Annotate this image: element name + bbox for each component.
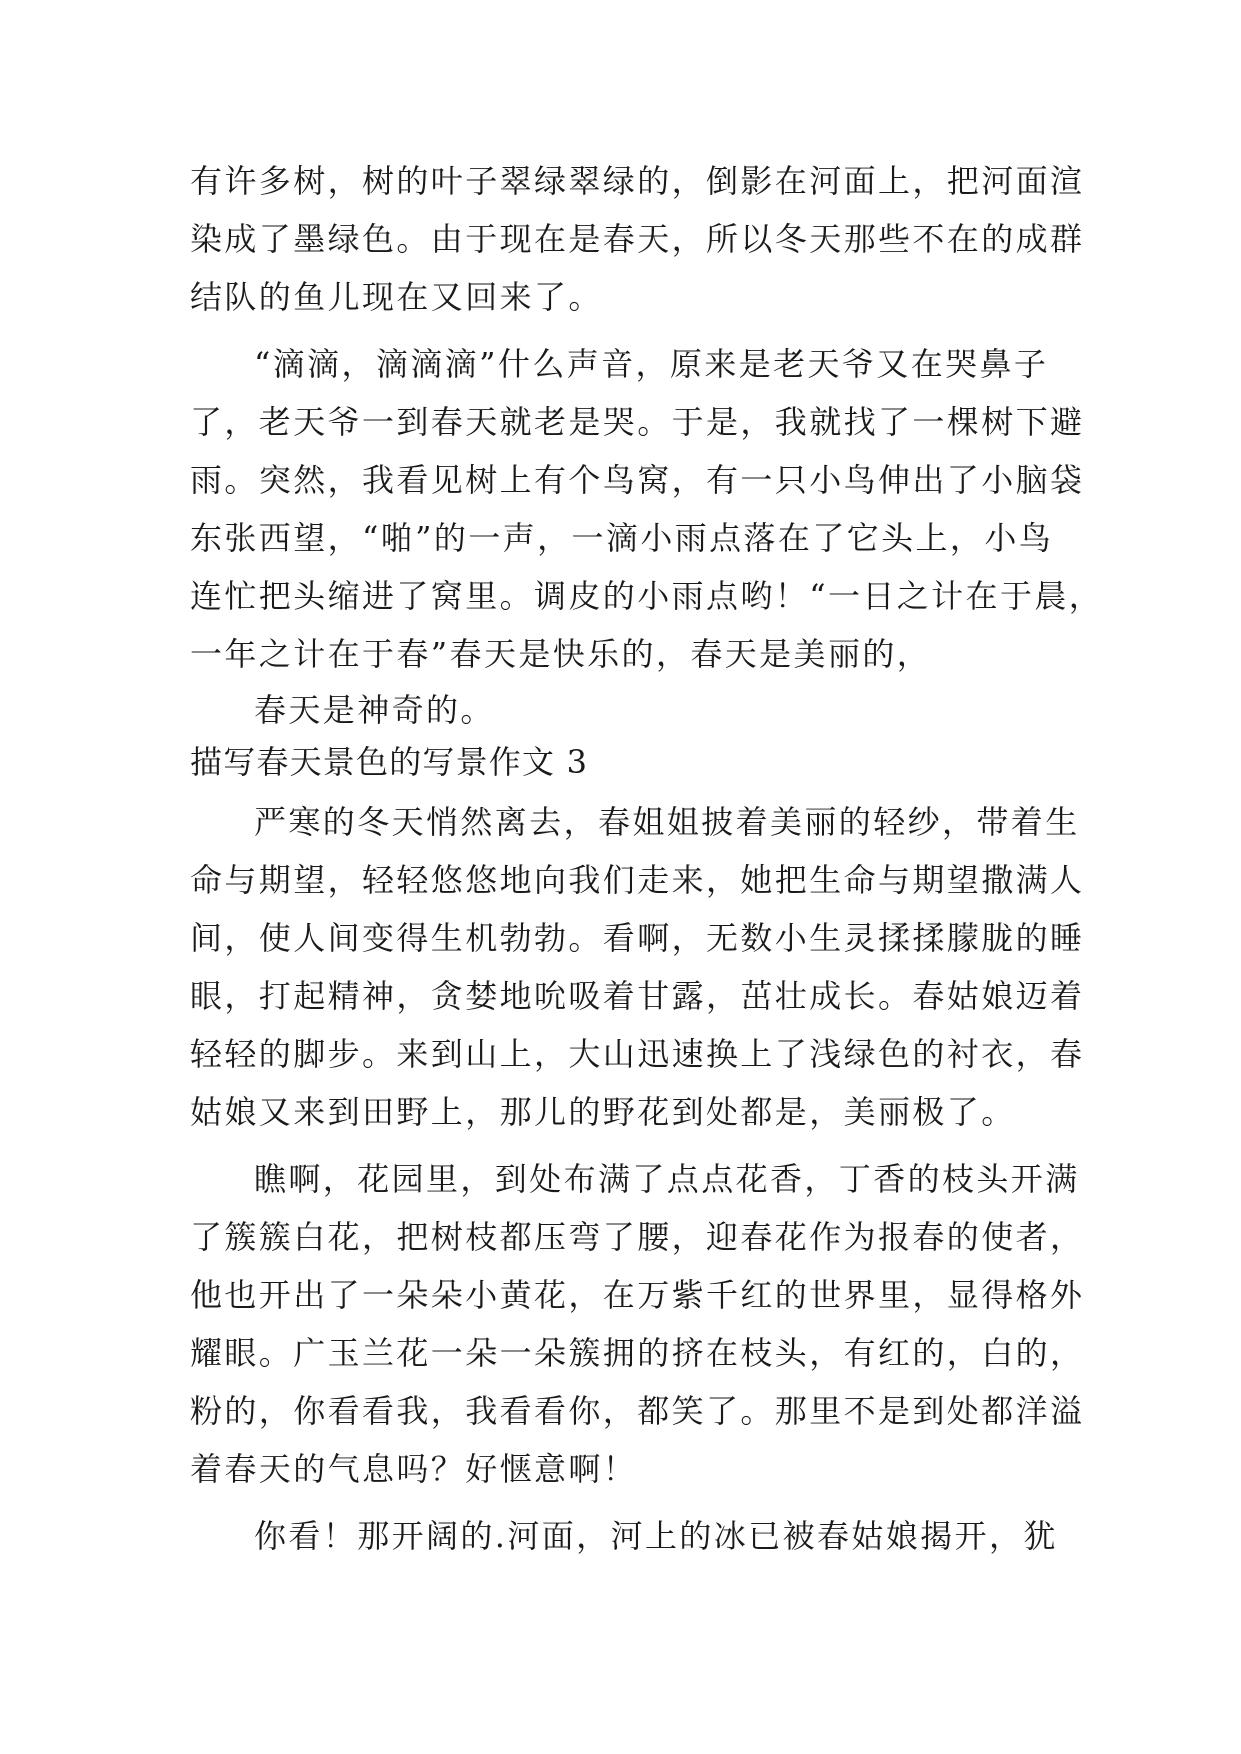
paragraph-1 <box>190 160 1085 318</box>
text-line: 严寒的冬天悄然离去，春姐姐披着美丽的轻纱，带着生 <box>254 803 1080 841</box>
text-line: 他也开出了一朵朵小黄花，在万紫千红的世界里，显得格外 <box>190 1276 1085 1314</box>
text-line: 了，老天爷一到春天就老是哭。于是，我就找了一棵树下避 <box>190 403 1085 441</box>
text-line: 姑娘又来到田野上，那儿的野花到处都是，美丽极了。 <box>190 1093 1016 1131</box>
paragraph-2 <box>190 343 1104 675</box>
text-line: 耀眼。广玉兰花一朵一朵簇拥的挤在枝头，有红的，白的， <box>190 1334 1085 1372</box>
text-line: 眼，打起精神，贪婪地吮吸着甘露，茁壮成长。春姑娘迈着 <box>190 977 1085 1015</box>
text-line: 你看！那开阔的.河面，河上的冰已被春姑娘揭开，犹 <box>254 1517 1058 1555</box>
text-line: 雨。突然，我看见树上有个鸟窝，有一只小鸟伸出了小脑袋 <box>190 461 1085 499</box>
text-line: 着春天的气息吗？好惬意啊！ <box>190 1450 638 1488</box>
text-line: “滴滴，滴滴滴”什么声音，原来是老天爷又在哭鼻子 <box>254 345 1049 383</box>
paragraph-3 <box>190 689 1070 731</box>
paragraph-4 <box>190 801 1085 1133</box>
text-line: 结队的鱼儿现在又回来了。 <box>190 278 603 316</box>
text-line: 瞧啊，花园里，到处布满了点点花香，丁香的枝头开满 <box>254 1160 1080 1198</box>
text-line: 东张西望，“啪”的一声，一滴小雨点落在了它头上，小鸟 <box>190 519 1054 557</box>
text-line: 间，使人间变得生机勃勃。看啊，无数小生灵揉揉朦胧的睡 <box>190 919 1085 957</box>
paragraph-6 <box>190 1515 1070 1557</box>
section-heading <box>190 741 1070 783</box>
essay-body <box>190 160 1104 1557</box>
text-line: 染成了墨绿色。由于现在是春天，所以冬天那些不在的成群 <box>190 220 1085 258</box>
text-line: 了簇簇白花，把树枝都压弯了腰，迎春花作为报春的使者， <box>190 1218 1085 1256</box>
text-line: 命与期望，轻轻悠悠地向我们走来，她把生命与期望撒满人 <box>190 861 1085 899</box>
text-line: 轻轻的脚步。来到山上，大山迅速换上了浅绿色的衬衣，春 <box>190 1035 1085 1073</box>
text-line: 连忙把头缩进了窝里。调皮的小雨点哟！“一日之计在于晨， <box>190 577 1104 615</box>
text-line: 有许多树，树的叶子翠绿翠绿的，倒影在河面上，把河面渲 <box>190 162 1085 200</box>
paragraph-5 <box>190 1158 1085 1490</box>
text-line: 粉的，你看看我，我看看你，都笑了。那里不是到处都洋溢 <box>190 1392 1085 1430</box>
heading-text: 描写春天景色的写景作文 3 <box>190 743 589 781</box>
text-line: 一年之计在于春”春天是快乐的，春天是美丽的， <box>190 635 932 673</box>
text-line: 春天是神奇的。 <box>254 691 495 729</box>
